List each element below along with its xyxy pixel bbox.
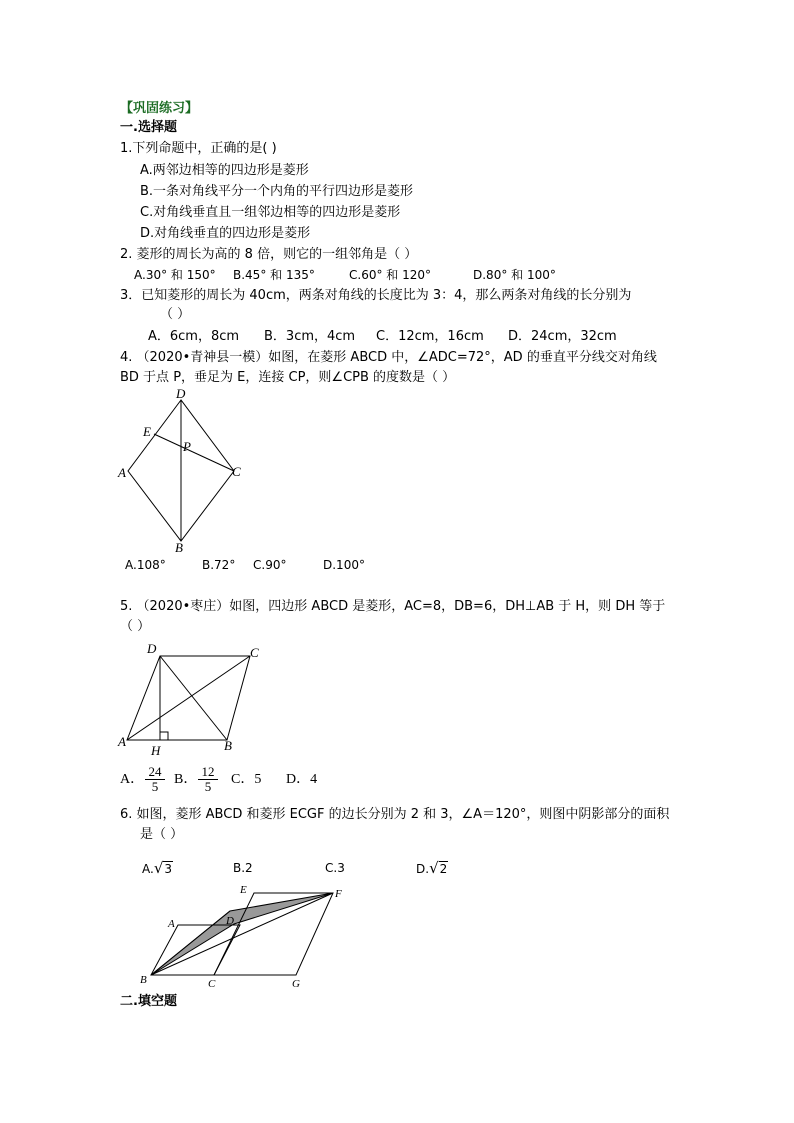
q6-option-b: B.2 — [233, 861, 253, 875]
q4-label-c: C — [232, 464, 241, 479]
q4-stem-line2: BD 于点 P，垂足为 E，连接 CP，则∠CPB 的度数是（ ） — [120, 370, 456, 385]
q4-label-b: B — [175, 540, 183, 555]
q6-option-a-label: A. — [142, 862, 154, 876]
part2-title: 二.填空题 — [120, 994, 177, 1009]
q3-option-a: A．6cm，8cm — [148, 329, 240, 344]
q4-label-e: E — [143, 424, 151, 439]
q5-option-b-label: B． — [174, 772, 198, 787]
q5-label-b: B — [224, 738, 232, 753]
q5-option-a-denominator: 5 — [151, 779, 159, 794]
q5-option-b-denominator: 5 — [204, 779, 212, 794]
q6-two-rhombus-figure — [130, 880, 360, 995]
q4-label-d: D — [176, 386, 186, 401]
q2-option-d: D.80° 和 100° — [473, 268, 556, 282]
q1-stem: 1.下列命题中，正确的是( ) — [120, 141, 277, 156]
q1-option-c: C.对角线垂直且一组邻边相等的四边形是菱形 — [140, 205, 401, 220]
q5-stem-line1: 5. （2020•枣庄）如图，四边形 ABCD 是菱形，AC=8，DB=6，DH⊥AB 于 H，则 DH 等于 — [120, 599, 666, 614]
q4-label-a: A — [118, 465, 126, 480]
q1-option-d: D.对角线垂直的四边形是菱形 — [140, 226, 311, 241]
q3-stem-line2: （ ） — [160, 307, 191, 322]
q3-option-c: C．12cm，16cm — [376, 329, 484, 344]
sqrt-symbol-icon: √ — [153, 859, 164, 877]
q6-option-d-label: D. — [416, 862, 430, 876]
q6-label-g: G — [292, 978, 300, 990]
q6-label-c: C — [208, 978, 216, 990]
section-header: 【巩固练习】 — [120, 101, 199, 116]
q6-label-d: D — [226, 915, 234, 927]
q6-option-d-radicand: 2 — [439, 862, 448, 876]
q6-option-c: C.3 — [325, 861, 345, 875]
q4-option-b: B.72° — [202, 558, 236, 572]
q4-rhombus-figure — [110, 385, 260, 555]
q6-stem-line2: 是（ ） — [140, 827, 184, 842]
q5-label-h: H — [151, 743, 161, 758]
q4-stem-line1: 4. （2020•青神县一模）如图，在菱形 ABCD 中，∠ADC=72°，AD 的垂直平分线交对角线 — [120, 350, 657, 365]
q2-option-b: B.45° 和 135° — [233, 268, 315, 282]
q6-label-a: A — [168, 918, 175, 930]
q5-option-c: C．5 — [231, 772, 262, 787]
q6-option-a-radicand: 3 — [164, 862, 173, 876]
q5-label-c: C — [250, 645, 259, 660]
q2-option-a: A.30° 和 150° — [134, 268, 216, 282]
q6-stem-line1: 6. 如图，菱形 ABCD 和菱形 ECGF 的边长分别为 2 和 3，∠A＝120°，则图中阴影部分的面积 — [120, 807, 670, 822]
q6-label-f: F — [335, 888, 342, 900]
q5-stem-line2: （ ） — [120, 619, 151, 634]
q6-option-d — [416, 860, 448, 877]
q5-rhombus-figure — [110, 638, 270, 760]
q4-option-d: D.100° — [323, 558, 365, 572]
sqrt-symbol-icon: √ — [429, 859, 439, 877]
q2-option-c: C.60° 和 120° — [349, 268, 431, 282]
q6-label-e: E — [240, 884, 247, 896]
q2-stem: 2. 菱形的周长为高的 8 倍，则它的一组邻角是（ ） — [120, 247, 418, 262]
q6-label-b: B — [140, 974, 147, 986]
q5-label-a: A — [118, 734, 126, 749]
q3-option-d: D．24cm，32cm — [508, 329, 617, 344]
part1-title: 一.选择题 — [120, 120, 177, 135]
q5-option-d: D．4 — [286, 772, 318, 787]
q4-option-c: C.90° — [253, 558, 287, 572]
q1-option-a: A.两邻边相等的四边形是菱形 — [140, 163, 309, 178]
q5-label-d: D — [147, 641, 157, 656]
q3-stem-line1: 3．已知菱形的周长为 40cm，两条对角线的长度比为 3：4，那么两条对角线的长分别为 — [120, 288, 632, 303]
q5-option-b-numerator: 12 — [198, 765, 218, 780]
q1-option-b: B.一条对角线平分一个内角的平行四边形是菱形 — [140, 184, 414, 199]
q4-option-a: A.108° — [125, 558, 166, 572]
q5-option-a-fraction — [145, 765, 165, 794]
q4-label-p: P — [183, 439, 191, 454]
q5-option-a-numerator: 24 — [145, 765, 165, 780]
q3-option-b: B．3cm，4cm — [264, 329, 356, 344]
q5-option-b-fraction — [198, 765, 218, 794]
q6-option-a — [142, 860, 173, 877]
q5-option-a-label: A． — [120, 772, 145, 787]
